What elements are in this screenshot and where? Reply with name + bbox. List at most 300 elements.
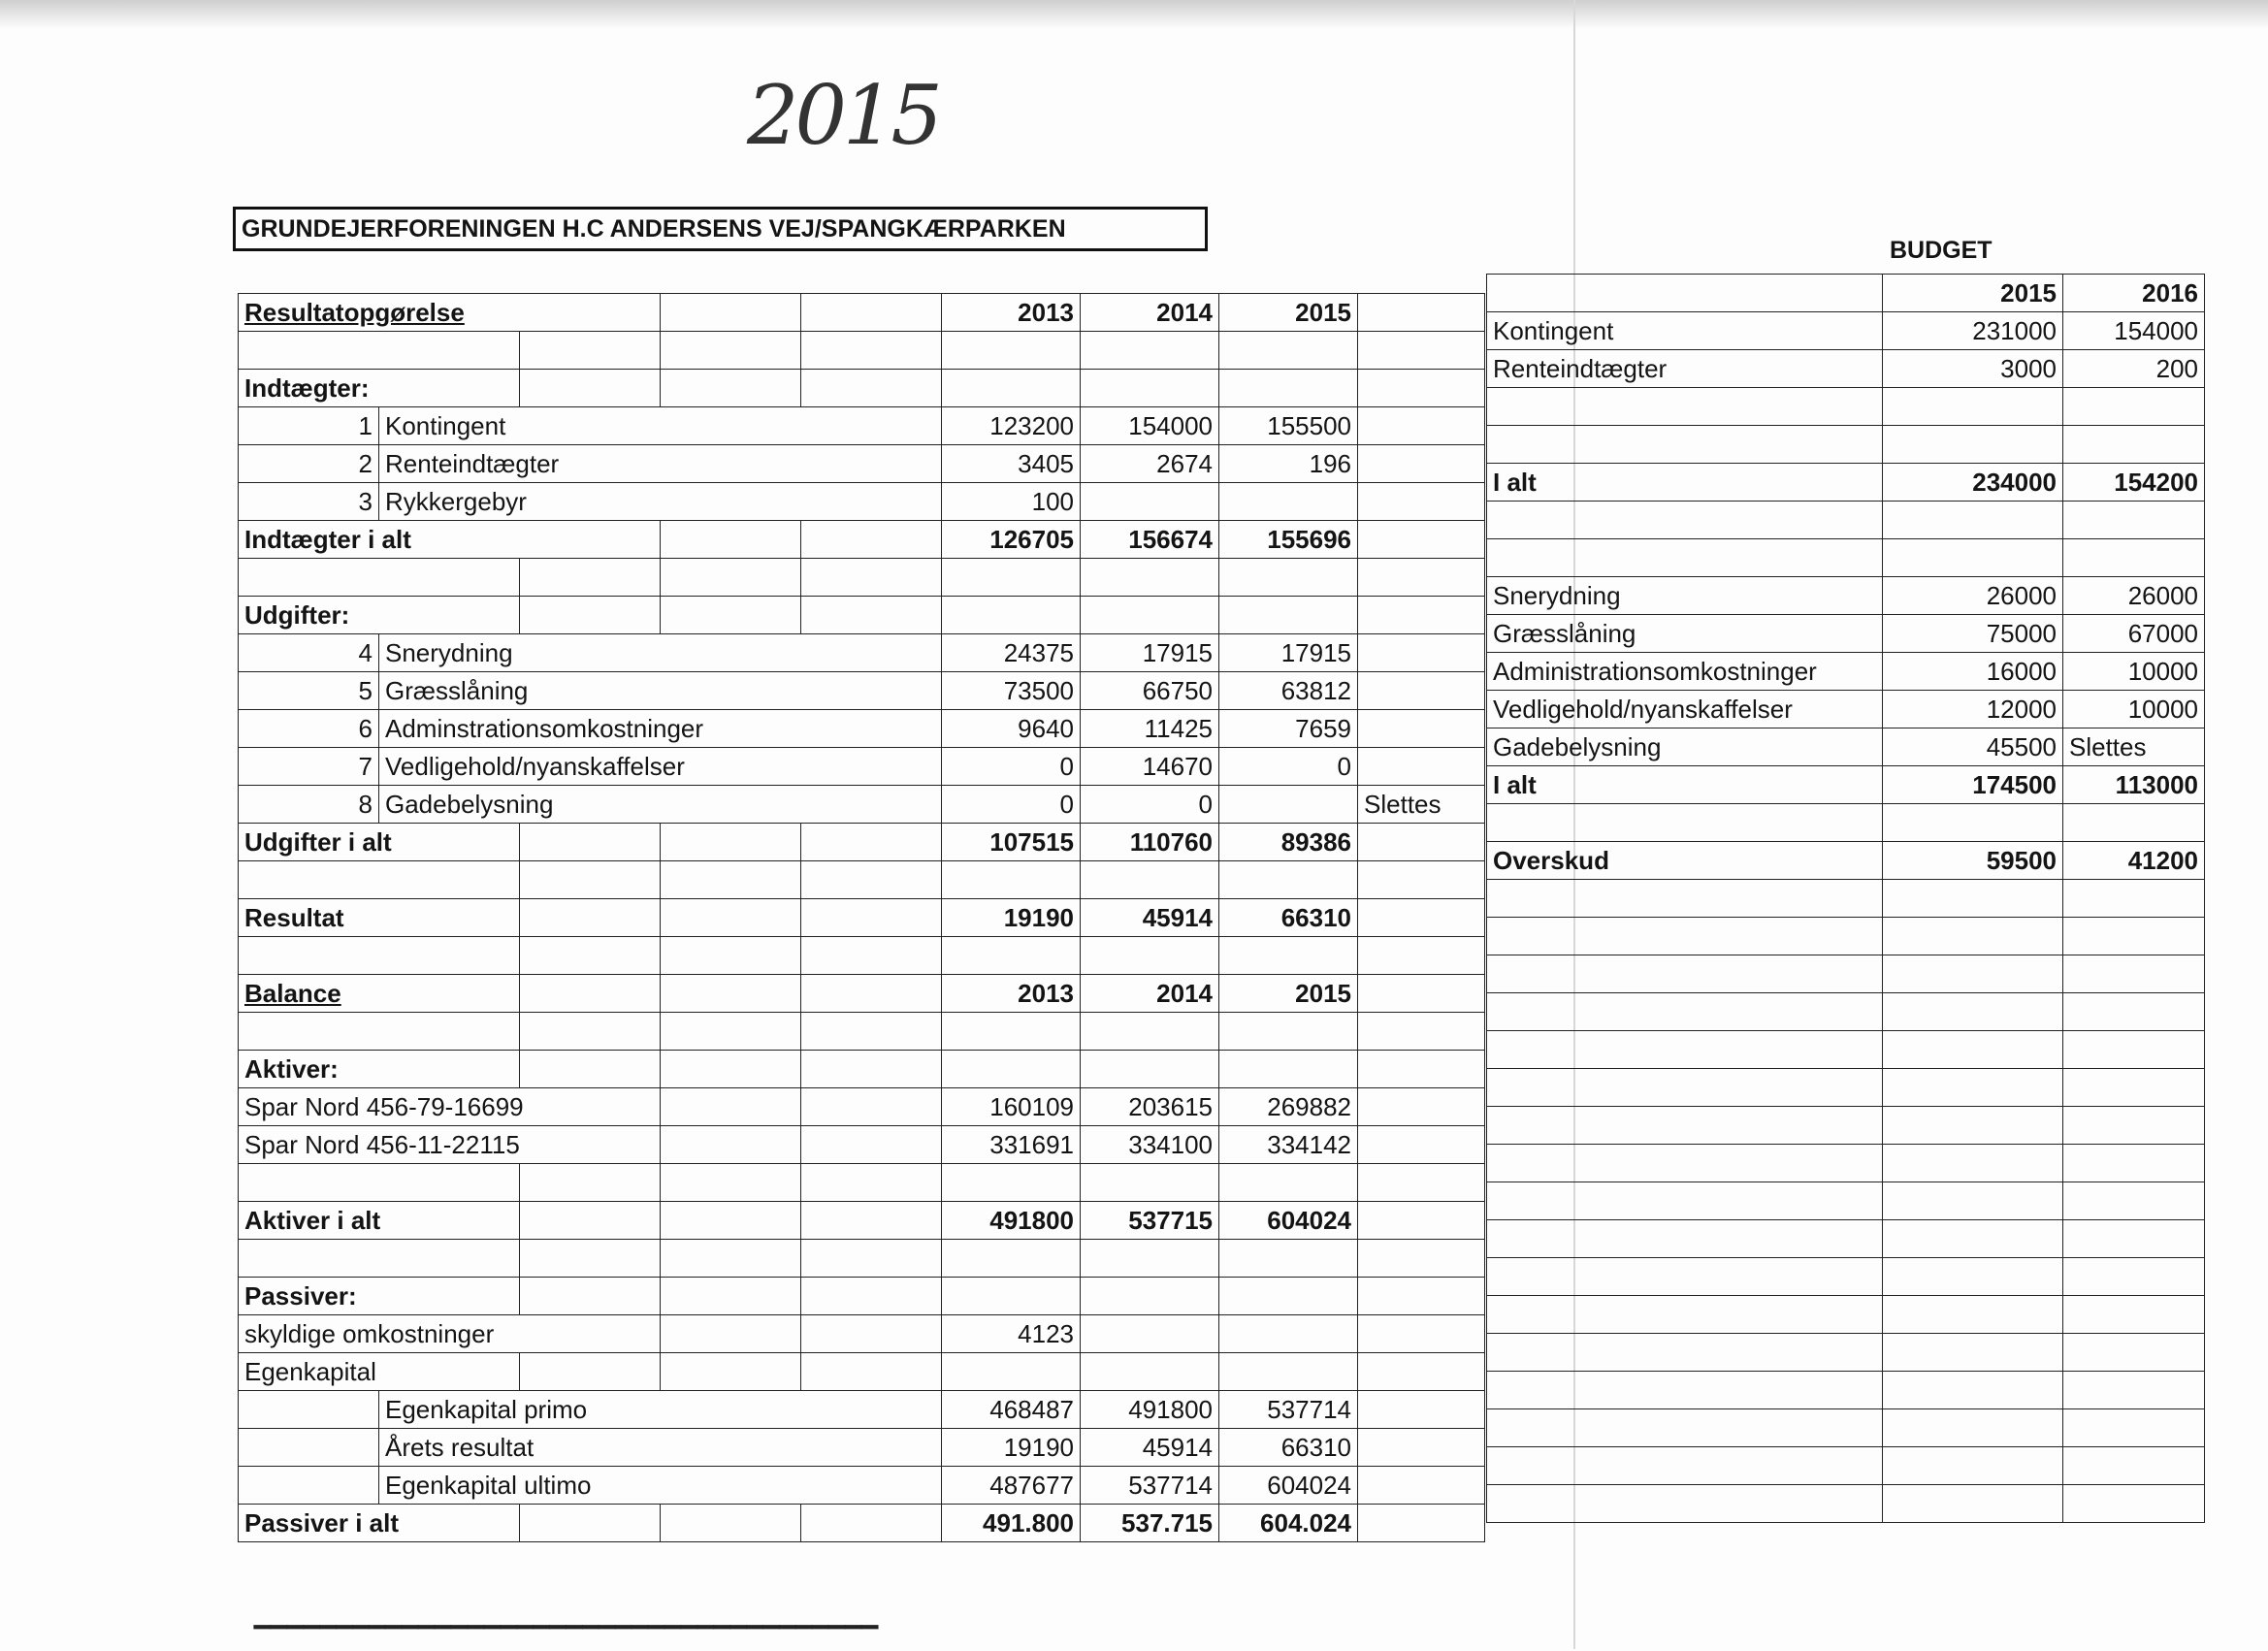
value-cell-y14: 110760 (1081, 824, 1219, 861)
empty-cell (1487, 1145, 1883, 1182)
budget-label-cell: Snerydning (1487, 577, 1883, 615)
empty-cell (2063, 1220, 2205, 1258)
empty-cell (801, 1164, 942, 1202)
budget-2016-cell: 113000 (2063, 766, 2205, 804)
empty-cell (1883, 1334, 2063, 1372)
budget-row-empty (1487, 918, 2205, 955)
note-cell (1358, 559, 1485, 597)
note-cell (1358, 1013, 1485, 1051)
value-cell-y14 (1081, 861, 1219, 899)
empty-cell (520, 899, 661, 937)
table-row (239, 1505, 1485, 1542)
value-cell-y13: 73500 (942, 672, 1081, 710)
value-cell-y13 (942, 1278, 1081, 1315)
budget-2016-cell (2063, 804, 2205, 842)
empty-cell (801, 1353, 942, 1391)
budget-label-cell: Administrationsomkostninger (1487, 653, 1883, 691)
budget-2016-cell (2063, 539, 2205, 577)
empty-cell (801, 294, 942, 332)
value-cell-y14: 66750 (1081, 672, 1219, 710)
budget-2016-cell: 67000 (2063, 615, 2205, 653)
empty-cell (520, 861, 661, 899)
row-label-cell: Kontingent (379, 407, 942, 445)
row-number-cell: 3 (239, 483, 379, 521)
budget-2015-cell (1883, 502, 2063, 539)
empty-cell (1487, 880, 1883, 918)
row-label-cell: Snerydning (379, 634, 942, 672)
row-label-cell: Resultatopgørelse (239, 294, 661, 332)
row-label-cell: skyldige omkostninger (239, 1315, 661, 1353)
value-cell-y13 (942, 861, 1081, 899)
note-cell (1358, 370, 1485, 407)
empty-cell (801, 824, 942, 861)
budget-2015-cell: 75000 (1883, 615, 2063, 653)
value-cell-y15: 537714 (1219, 1391, 1358, 1429)
table-row (239, 1013, 1485, 1051)
empty-cell (520, 937, 661, 975)
empty-cell (801, 1202, 942, 1240)
table-row (239, 710, 1485, 748)
empty-cell (520, 597, 661, 634)
row-label-cell: Rykkergebyr (379, 483, 942, 521)
empty-cell (661, 559, 801, 597)
value-cell-y14: 14670 (1081, 748, 1219, 786)
value-cell-y14 (1081, 483, 1219, 521)
empty-cell (520, 559, 661, 597)
empty-cell (1883, 1258, 2063, 1296)
note-cell (1358, 937, 1485, 975)
value-cell-y15: 155500 (1219, 407, 1358, 445)
table-row (239, 672, 1485, 710)
note-cell (1358, 1164, 1485, 1202)
empty-cell (661, 1353, 801, 1391)
empty-cell (2063, 1372, 2205, 1409)
empty-cell (1487, 1107, 1883, 1145)
value-cell-y15: 269882 (1219, 1088, 1358, 1126)
empty-cell (801, 1088, 942, 1126)
empty-cell (1883, 1145, 2063, 1182)
note-cell (1358, 710, 1485, 748)
result-balance-table (238, 293, 1485, 1542)
value-cell-y13: 107515 (942, 824, 1081, 861)
row-number-cell: 1 (239, 407, 379, 445)
empty-cell (1487, 1372, 1883, 1409)
empty-cell (1487, 1182, 1883, 1220)
row-number-cell: 7 (239, 748, 379, 786)
value-cell-y13 (942, 937, 1081, 975)
row-label-cell (239, 937, 520, 975)
row-label-cell: Adminstrationsomkostninger (379, 710, 942, 748)
value-cell-y14: 203615 (1081, 1088, 1219, 1126)
empty-cell (1883, 1447, 2063, 1485)
budget-row (1487, 691, 2205, 728)
table-row (239, 294, 1485, 332)
empty-cell (1487, 1031, 1883, 1069)
note-cell: Slettes (1358, 786, 1485, 824)
empty-cell (661, 294, 801, 332)
budget-2015-cell (1883, 804, 2063, 842)
note-cell (1358, 1505, 1485, 1542)
value-cell-y13: 487677 (942, 1467, 1081, 1505)
value-cell-y14: 2014 (1081, 975, 1219, 1013)
value-cell-y13: 123200 (942, 407, 1081, 445)
value-cell-y13: 0 (942, 786, 1081, 824)
note-cell (1358, 1278, 1485, 1315)
budget-row-empty (1487, 1220, 2205, 1258)
budget-2015-cell: 59500 (1883, 842, 2063, 880)
empty-cell (801, 597, 942, 634)
budget-label-cell (1487, 502, 1883, 539)
table-row (239, 1126, 1485, 1164)
budget-row-empty (1487, 1031, 2205, 1069)
table-row (239, 483, 1485, 521)
empty-cell (1883, 993, 2063, 1031)
empty-cell (1487, 918, 1883, 955)
empty-cell (2063, 1107, 2205, 1145)
empty-cell (1883, 1069, 2063, 1107)
empty-cell (661, 899, 801, 937)
empty-cell (520, 1278, 661, 1315)
value-cell-y15 (1219, 1051, 1358, 1088)
value-cell-y14: 45914 (1081, 1429, 1219, 1467)
budget-label-cell: Græsslåning (1487, 615, 1883, 653)
empty-cell (1883, 880, 2063, 918)
row-label-cell: Græsslåning (379, 672, 942, 710)
value-cell-y14: 0 (1081, 786, 1219, 824)
value-cell-y15: 7659 (1219, 710, 1358, 748)
budget-2016-cell: 26000 (2063, 577, 2205, 615)
indent-cell (239, 1391, 379, 1429)
note-cell (1358, 483, 1485, 521)
value-cell-y14: 491800 (1081, 1391, 1219, 1429)
value-cell-y15 (1219, 332, 1358, 370)
empty-cell (2063, 993, 2205, 1031)
empty-cell (520, 332, 661, 370)
table-row (239, 1202, 1485, 1240)
empty-cell (520, 1240, 661, 1278)
budget-label-cell: Gadebelysning (1487, 728, 1883, 766)
table-row (239, 1353, 1485, 1391)
budget-label-cell (1487, 539, 1883, 577)
empty-cell (1883, 1485, 2063, 1523)
document-title: GRUNDEJERFORENINGEN H.C ANDERSENS VEJ/SPANGKÆRPARKEN (242, 214, 1066, 243)
budget-row-empty (1487, 1069, 2205, 1107)
table-row (239, 332, 1485, 370)
budget-2015-cell: 3000 (1883, 350, 2063, 388)
budget-row (1487, 275, 2205, 312)
empty-cell (1487, 1409, 1883, 1447)
empty-cell (1487, 1069, 1883, 1107)
note-cell (1358, 1051, 1485, 1088)
value-cell-y15: 89386 (1219, 824, 1358, 861)
empty-cell (2063, 1447, 2205, 1485)
empty-cell (520, 1202, 661, 1240)
empty-cell (2063, 1409, 2205, 1447)
row-number-cell: 5 (239, 672, 379, 710)
budget-row-empty (1487, 1296, 2205, 1334)
note-cell (1358, 1088, 1485, 1126)
empty-cell (1883, 918, 2063, 955)
budget-2016-cell: Slettes (2063, 728, 2205, 766)
value-cell-y14: 11425 (1081, 710, 1219, 748)
budget-2015-cell: 12000 (1883, 691, 2063, 728)
note-cell (1358, 1467, 1485, 1505)
budget-2016-cell: 2016 (2063, 275, 2205, 312)
row-label-cell: Indtægter: (239, 370, 520, 407)
empty-cell (1883, 1031, 2063, 1069)
table-row (239, 937, 1485, 975)
empty-cell (661, 975, 801, 1013)
note-cell (1358, 1240, 1485, 1278)
row-label-cell: Udgifter: (239, 597, 520, 634)
value-cell-y15 (1219, 937, 1358, 975)
value-cell-y15 (1219, 559, 1358, 597)
empty-cell (2063, 1145, 2205, 1182)
note-cell (1358, 748, 1485, 786)
empty-cell (520, 1353, 661, 1391)
empty-cell (2063, 1182, 2205, 1220)
budget-row-empty (1487, 1334, 2205, 1372)
empty-cell (801, 937, 942, 975)
note-cell (1358, 672, 1485, 710)
value-cell-y13 (942, 370, 1081, 407)
value-cell-y13 (942, 559, 1081, 597)
value-cell-y13: 24375 (942, 634, 1081, 672)
budget-2016-cell: 154200 (2063, 464, 2205, 502)
row-label-cell: Udgifter i alt (239, 824, 520, 861)
empty-cell (801, 1315, 942, 1353)
empty-cell (661, 1505, 801, 1542)
budget-label-cell: I alt (1487, 464, 1883, 502)
value-cell-y15: 66310 (1219, 899, 1358, 937)
empty-cell (2063, 1258, 2205, 1296)
empty-cell (801, 1126, 942, 1164)
value-cell-y15 (1219, 1240, 1358, 1278)
empty-cell (661, 332, 801, 370)
value-cell-y13: 126705 (942, 521, 1081, 559)
empty-cell (1487, 955, 1883, 993)
empty-cell (661, 1202, 801, 1240)
table-row (239, 786, 1485, 824)
budget-2015-cell: 234000 (1883, 464, 2063, 502)
value-cell-y15 (1219, 861, 1358, 899)
value-cell-y15: 2015 (1219, 975, 1358, 1013)
empty-cell (661, 1013, 801, 1051)
value-cell-y14: 537.715 (1081, 1505, 1219, 1542)
row-label-cell: Egenkapital (239, 1353, 520, 1391)
value-cell-y14 (1081, 1278, 1219, 1315)
empty-cell (1883, 1296, 2063, 1334)
budget-row (1487, 539, 2205, 577)
cut-off-next-section: ▔▔▔▔▔▔▔▔▔▔▔▔▔▔▔▔▔▔▔▔▔▔▔▔▔▔▔▔▔▔▔▔▔▔▔▔▔▔ (254, 1626, 878, 1650)
table-row (239, 370, 1485, 407)
budget-row (1487, 804, 2205, 842)
row-label-cell: Årets resultat (379, 1429, 942, 1467)
budget-row (1487, 426, 2205, 464)
empty-cell (520, 975, 661, 1013)
budget-label-cell: Overskud (1487, 842, 1883, 880)
value-cell-y13: 100 (942, 483, 1081, 521)
empty-cell (661, 370, 801, 407)
table-row (239, 521, 1485, 559)
empty-cell (2063, 918, 2205, 955)
budget-2016-cell: 154000 (2063, 312, 2205, 350)
empty-cell (801, 332, 942, 370)
value-cell-y15: 604024 (1219, 1467, 1358, 1505)
budget-2015-cell (1883, 539, 2063, 577)
empty-cell (1883, 1220, 2063, 1258)
table-row (239, 559, 1485, 597)
value-cell-y13: 468487 (942, 1391, 1081, 1429)
empty-cell (1883, 1372, 2063, 1409)
note-cell (1358, 1126, 1485, 1164)
value-cell-y14: 2674 (1081, 445, 1219, 483)
value-cell-y14 (1081, 332, 1219, 370)
value-cell-y14: 45914 (1081, 899, 1219, 937)
value-cell-y13: 0 (942, 748, 1081, 786)
value-cell-y15: 604024 (1219, 1202, 1358, 1240)
budget-2016-cell: 10000 (2063, 691, 2205, 728)
empty-cell (661, 1278, 801, 1315)
table-row (239, 1429, 1485, 1467)
document-title-box (233, 207, 1208, 251)
value-cell-y14 (1081, 559, 1219, 597)
row-label-cell: Vedligehold/nyanskaffelser (379, 748, 942, 786)
row-label-cell (239, 1240, 520, 1278)
budget-label-cell: Renteindtægter (1487, 350, 1883, 388)
row-label-cell: Aktiver i alt (239, 1202, 520, 1240)
row-label-cell: Spar Nord 456-11-22115 (239, 1126, 661, 1164)
row-label-cell: Aktiver: (239, 1051, 520, 1088)
budget-row (1487, 842, 2205, 880)
row-label-cell: Renteindtægter (379, 445, 942, 483)
value-cell-y15: 0 (1219, 748, 1358, 786)
value-cell-y13: 331691 (942, 1126, 1081, 1164)
value-cell-y14: 334100 (1081, 1126, 1219, 1164)
note-cell (1358, 294, 1485, 332)
table-row (239, 1391, 1485, 1429)
budget-label-cell (1487, 388, 1883, 426)
row-label-cell: Spar Nord 456-79-16699 (239, 1088, 661, 1126)
empty-cell (2063, 1485, 2205, 1523)
empty-cell (801, 1278, 942, 1315)
budget-2016-cell (2063, 502, 2205, 539)
value-cell-y13 (942, 332, 1081, 370)
value-cell-y14 (1081, 1051, 1219, 1088)
table-row (239, 1467, 1485, 1505)
table-row (239, 407, 1485, 445)
empty-cell (661, 1164, 801, 1202)
empty-cell (520, 1505, 661, 1542)
note-cell (1358, 861, 1485, 899)
budget-row (1487, 728, 2205, 766)
budget-2016-cell (2063, 426, 2205, 464)
value-cell-y13 (942, 1240, 1081, 1278)
empty-cell (2063, 955, 2205, 993)
budget-row (1487, 388, 2205, 426)
budget-row (1487, 577, 2205, 615)
budget-2015-cell: 26000 (1883, 577, 2063, 615)
value-cell-y14: 2014 (1081, 294, 1219, 332)
value-cell-y15: 17915 (1219, 634, 1358, 672)
budget-label-cell: I alt (1487, 766, 1883, 804)
budget-row (1487, 464, 2205, 502)
row-label-cell (239, 1164, 520, 1202)
note-cell (1358, 1202, 1485, 1240)
empty-cell (2063, 880, 2205, 918)
empty-cell (2063, 1334, 2205, 1372)
empty-cell (661, 597, 801, 634)
budget-2016-cell: 41200 (2063, 842, 2205, 880)
table-row (239, 1315, 1485, 1353)
value-cell-y15: 2015 (1219, 294, 1358, 332)
budget-row-empty (1487, 1182, 2205, 1220)
note-cell (1358, 634, 1485, 672)
indent-cell (239, 1467, 379, 1505)
budget-row (1487, 350, 2205, 388)
empty-cell (1883, 1182, 2063, 1220)
row-label-cell: Balance (239, 975, 520, 1013)
budget-2016-cell: 200 (2063, 350, 2205, 388)
empty-cell (520, 1051, 661, 1088)
empty-cell (2063, 1069, 2205, 1107)
value-cell-y15: 334142 (1219, 1126, 1358, 1164)
value-cell-y14 (1081, 1164, 1219, 1202)
value-cell-y13: 491.800 (942, 1505, 1081, 1542)
empty-cell (661, 1126, 801, 1164)
budget-row (1487, 502, 2205, 539)
empty-cell (1487, 1220, 1883, 1258)
empty-cell (1487, 1485, 1883, 1523)
handwritten-year: 2015 (747, 68, 939, 163)
budget-row-empty (1487, 1145, 2205, 1182)
note-cell (1358, 521, 1485, 559)
note-cell (1358, 597, 1485, 634)
value-cell-y14 (1081, 1315, 1219, 1353)
empty-cell (801, 1240, 942, 1278)
value-cell-y13 (942, 1164, 1081, 1202)
value-cell-y13: 160109 (942, 1088, 1081, 1126)
row-number-cell: 2 (239, 445, 379, 483)
row-label-cell: Passiver: (239, 1278, 520, 1315)
value-cell-y13: 2013 (942, 975, 1081, 1013)
empty-cell (801, 899, 942, 937)
budget-row-empty (1487, 955, 2205, 993)
empty-cell (661, 521, 801, 559)
budget-row (1487, 615, 2205, 653)
note-cell (1358, 1315, 1485, 1353)
empty-cell (1487, 1296, 1883, 1334)
budget-label-cell: Vedligehold/nyanskaffelser (1487, 691, 1883, 728)
value-cell-y14: 537715 (1081, 1202, 1219, 1240)
value-cell-y15 (1219, 370, 1358, 407)
budget-row (1487, 766, 2205, 804)
table-row (239, 824, 1485, 861)
budget-2015-cell (1883, 388, 2063, 426)
empty-cell (1487, 993, 1883, 1031)
value-cell-y14 (1081, 370, 1219, 407)
budget-row-empty (1487, 1258, 2205, 1296)
empty-cell (1883, 1107, 2063, 1145)
empty-cell (1487, 1447, 1883, 1485)
table-row (239, 1164, 1485, 1202)
budget-2015-cell (1883, 426, 2063, 464)
note-cell (1358, 899, 1485, 937)
table-row (239, 1051, 1485, 1088)
row-label-cell (239, 332, 520, 370)
budget-row-empty (1487, 880, 2205, 918)
budget-row-empty (1487, 1409, 2205, 1447)
